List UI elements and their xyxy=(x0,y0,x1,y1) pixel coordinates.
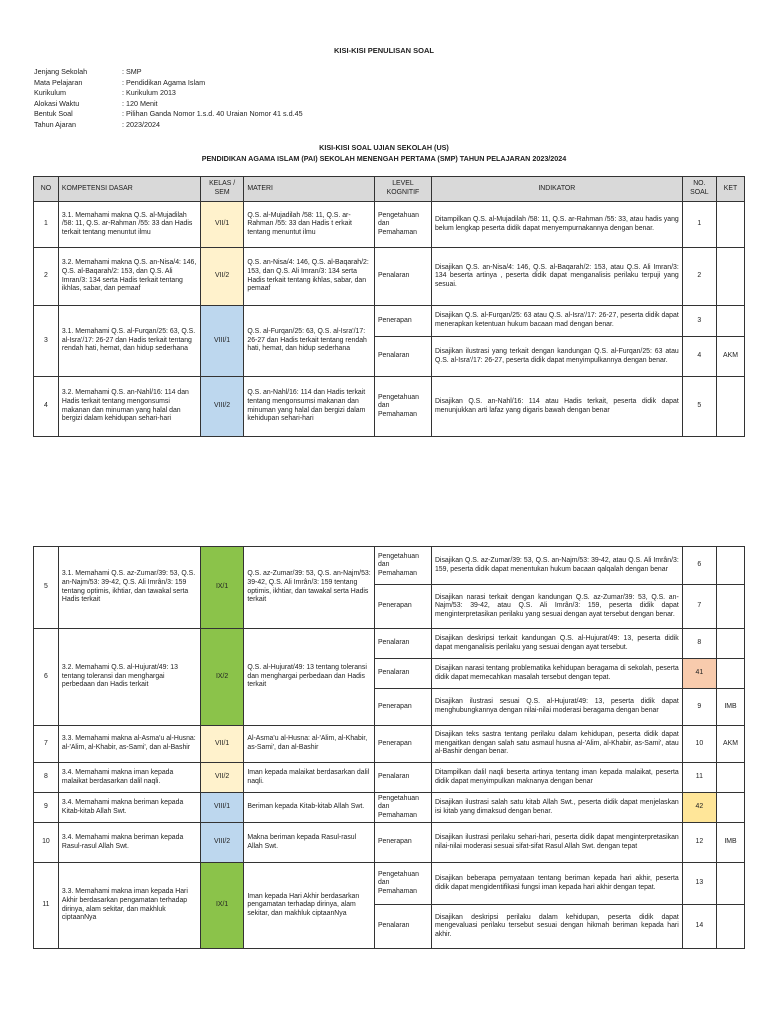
kelas-cell: VII/2 xyxy=(200,763,244,793)
kd-cell: 3.2. Memahami Q.S. an-Nahl/16: 114 dan Hadis terkait tentang mengonsumsi makanan dan minuman yang halal dan bergizi dalam kehidupan sehari-hari xyxy=(58,377,200,437)
indikator-cell: Disajikan narasi terkait dengan kandungan Q.S. az-Zumar/39: 53, Q.S. an-Najm/53: 39-42, atau Q.S. Ali Imrân/3: 159, peserta didik dapat menginterpretasikan perilaku yang sesuai dengan ayat tersebut dengan benar. xyxy=(431,585,682,629)
grid-table-page-1 xyxy=(33,176,745,437)
level-cell: Pengetahuan dan Pemahaman xyxy=(374,377,431,437)
kelas-cell: IX/1 xyxy=(200,547,244,629)
ket-cell xyxy=(716,248,744,306)
materi-cell: Q.S. az-Zumar/39: 53, Q.S. an-Najm/53: 39-42, Q.S. Ali Imrân/3: 159 tentang optimis, ikhtiar, dan tawakal serta Hadis terkait xyxy=(244,547,375,629)
row-no: 2 xyxy=(34,248,59,306)
row-no: 4 xyxy=(34,377,59,437)
header-no: NO xyxy=(34,177,59,202)
indikator-cell: Disajikan Q.S. an-Nisa/4: 146, Q.S. al-Baqarah/2: 153, atau Q.S. Ali Imran/3: 134 beserta artinya , peserta didik dapat menganalisis perilaku terpuji yang sesuai. xyxy=(431,248,682,306)
ket-cell xyxy=(716,793,744,823)
grid-table-page-2 xyxy=(33,546,745,949)
level-cell: Penalaran xyxy=(374,763,431,793)
no-soal-cell: 14 xyxy=(682,905,716,949)
indikator-cell: Disajikan deskripsi terkait kandungan Q.S. al-Hujurat/49: 13, peserta didik dapat menganalisis perilaku yang sesuai dengan ayat tersebut. xyxy=(431,629,682,659)
header-materi: MATERI xyxy=(244,177,375,202)
ket-cell xyxy=(716,659,744,689)
materi-cell: Makna beriman kepada Rasul-rasul Allah Swt. xyxy=(244,823,375,863)
kelas-cell: VII/1 xyxy=(200,202,244,248)
kelas-cell: VIII/1 xyxy=(200,306,244,377)
indikator-cell: Disajikan ilustrasi yang terkait dengan kandungan Q.S. al-Furqan/25: 63 atau Q.S. al-Isra'/17: 26-27, peserta didik dapat menyimpulkannya dengan benar. xyxy=(431,337,682,377)
indikator-cell: Disajikan Q.S. az-Zumar/39: 53, Q.S. an-Najm/53: 39-42, atau Q.S. Ali Imrân/3: 159, peserta didik dapat menentukan hukum bacaan qalqalah dengan benar xyxy=(431,547,682,585)
materi-cell: Q.S. al-Mujadilah /58: 11, Q.S. ar-Rahman /55: 33 dan Hadis t erkait tentang menuntut ilmu xyxy=(244,202,375,248)
table-row xyxy=(34,202,745,248)
indikator-cell: Disajikan narasi tentang problematika kehidupan beragama di sekolah, peserta didik dapat memecahkan masalah tersebut dengan tepat. xyxy=(431,659,682,689)
table-row xyxy=(34,629,745,659)
kd-cell: 3.3. Memahami makna iman kepada Hari Akhir berdasarkan pengamatan terhadap dirinya, alam sekitar, dan makhluk ciptaanNya xyxy=(58,863,200,949)
no-soal-cell: 9 xyxy=(682,689,716,726)
row-no: 10 xyxy=(34,823,59,863)
table-row xyxy=(34,863,745,905)
table-row xyxy=(34,377,745,437)
table-row xyxy=(34,547,745,585)
no-soal-cell: 11 xyxy=(682,763,716,793)
meta-row: Tahun Ajaran : 2023/2024 xyxy=(34,119,160,129)
indikator-cell: Disajikan ilustrasi salah satu kitab Allah Swt., peserta didik dapat menjelaskan isi kitab yang dimaksud dengan benar. xyxy=(431,793,682,823)
document-meta xyxy=(34,67,303,131)
no-soal-cell: 5 xyxy=(682,377,716,437)
table-row xyxy=(34,793,745,823)
no-soal-cell: 4 xyxy=(682,337,716,377)
indikator-cell: Disajikan Q.S. al-Furqan/25: 63 atau Q.S. al-Isra'/17: 26-27, peserta didik dapat menerapkan ketentuan hukum bacaan mad dengan benar. xyxy=(431,306,682,337)
materi-cell: Q.S. an-Nisa/4: 146, Q.S. al-Baqarah/2: 153, dan Q.S. Ali Imran/3: 134 serta Hadis terkait tentang ikhlas, sabar, dan pemaaf xyxy=(244,248,375,306)
kelas-cell: VIII/2 xyxy=(200,377,244,437)
meta-row: Kurikulum : Kurikulum 2013 xyxy=(34,88,176,98)
kelas-cell: IX/2 xyxy=(200,629,244,726)
meta-row: Bentuk Soal : Pilihan Ganda Nomor 1.s.d. 40 Uraian Nomor 41 s.d.45 xyxy=(34,109,303,119)
materi-cell: Q.S. an-Nahl/16: 114 dan Hadis terkait tentang mengonsumsi makanan dan minuman yang halal dan bergizi dalam kehidupan sehari-hari xyxy=(244,377,375,437)
ket-cell: IMB xyxy=(716,823,744,863)
indikator-cell: Ditampilkan dalil naqli beserta artinya tentang iman kepada malaikat, peserta didik dapat menyimpulkan maknanya dengan benar xyxy=(431,763,682,793)
row-no: 8 xyxy=(34,763,59,793)
indikator-cell: Ditampilkan Q.S. al-Mujadilah /58: 11, Q.S. ar-Rahman /55: 33, atau hadis yang belum lengkap peserta didik dapat menyempurnakannya dengan benar. xyxy=(431,202,682,248)
ket-cell xyxy=(716,202,744,248)
no-soal-cell: 42 xyxy=(682,793,716,823)
kelas-cell: VII/1 xyxy=(200,726,244,763)
row-no: 3 xyxy=(34,306,59,377)
kd-cell: 3.1. Memahami Q.S. al-Furqan/25: 63, Q.S. al-Isra'/17: 26-27 dan Hadis terkait tentang rendah hati, hemat, dan hidup sederhana xyxy=(58,306,200,377)
no-soal-cell: 6 xyxy=(682,547,716,585)
kelas-cell: VII/2 xyxy=(200,248,244,306)
indikator-cell: Disajikan Q.S. an-Nahl/16: 114 atau Hadis terkait, peserta didik dapat menunjukkan arti lafaz yang digaris bawah dengan benar xyxy=(431,377,682,437)
table-row xyxy=(34,726,745,763)
ket-cell xyxy=(716,629,744,659)
level-cell: Penalaran xyxy=(374,659,431,689)
kd-cell: 3.1. Memahami Q.S. az-Zumar/39: 53, Q.S. an-Najm/53: 39-42, Q.S. Ali Imrân/3: 159 tentang optimis, ikhtiar, dan tawakal serta Hadis terkait xyxy=(58,547,200,629)
level-cell: Penerapan xyxy=(374,585,431,629)
indikator-cell: Disajikan deskripsi perilaku dalam kehidupan, peserta didik dapat mengevaluasi perilaku tersebut sesuai dengan hikmah beriman kepada hari akhir. xyxy=(431,905,682,949)
row-no: 9 xyxy=(34,793,59,823)
level-cell: Penerapan xyxy=(374,823,431,863)
kd-cell: 3.2. Memahami Q.S. al-Hujurat/49: 13 tentang toleransi dan menghargai perbedaan dan Hadis terkait xyxy=(58,629,200,726)
no-soal-cell: 41 xyxy=(682,659,716,689)
header-kompetensi-dasar: KOMPETENSI DASAR xyxy=(58,177,200,202)
kelas-cell: VIII/1 xyxy=(200,793,244,823)
kd-cell: 3.4. Memahami makna beriman kepada Kitab-kitab Allah Swt. xyxy=(58,793,200,823)
level-cell: Penerapan xyxy=(374,689,431,726)
materi-cell: Iman kepada malaikat berdasarkan dalil naqli. xyxy=(244,763,375,793)
level-cell: Penerapan xyxy=(374,306,431,337)
subtitle-exam: KISI-KISI SOAL UJIAN SEKOLAH (US) xyxy=(319,143,449,152)
kd-cell: 3.4. Memahami makna iman kepada malaikat berdasarkan dalil naqli. xyxy=(58,763,200,793)
kd-cell: 3.1. Memahami makna Q.S. al-Mujadilah /58: 11, Q.S. ar-Rahman /55: 33 dan Hadis terkait tentang menuntut ilmu xyxy=(58,202,200,248)
no-soal-cell: 12 xyxy=(682,823,716,863)
row-no: 1 xyxy=(34,202,59,248)
kd-cell: 3.3. Memahami makna al-Asma'u al-Husna: al-'Alim, al-Khabir, as-Sami', dan al-Bashir xyxy=(58,726,200,763)
no-soal-cell: 7 xyxy=(682,585,716,629)
table-row xyxy=(34,306,745,337)
header-ket: KET xyxy=(716,177,744,202)
level-cell: Pengetahuan dan Pemahaman xyxy=(374,793,431,823)
header-no-soal: NO. SOAL xyxy=(682,177,716,202)
header-kelas: KELAS / SEM xyxy=(200,177,244,202)
ket-cell xyxy=(716,863,744,905)
materi-cell: Q.S. al-Hujurat/49: 13 tentang toleransi dan menghargai perbedaan dan Hadis terkait xyxy=(244,629,375,726)
no-soal-cell: 8 xyxy=(682,629,716,659)
materi-cell: Al-Asma'u al-Husna: al-'Alim, al-Khabir, as-Sami', dan al-Bashir xyxy=(244,726,375,763)
ket-cell xyxy=(716,377,744,437)
table-header-row xyxy=(34,177,745,202)
kd-cell: 3.4. Memahami makna beriman kepada Rasul-rasul Allah Swt. xyxy=(58,823,200,863)
indikator-cell: Disajikan ilustrasi perilaku sehari-hari, peserta didik dapat menginterpretasikan nilai-nilai moderasi sesuai sifat-sifat Rasul Allah Swt. dengan tepat xyxy=(431,823,682,863)
materi-cell: Q.S. al-Furqan/25: 63, Q.S. al-Isra'/17: 26-27 dan Hadis terkait tentang rendah hati, hemat, dan hidup sederhana xyxy=(244,306,375,377)
table-row xyxy=(34,823,745,863)
ket-cell: IMB xyxy=(716,689,744,726)
no-soal-cell: 13 xyxy=(682,863,716,905)
ket-cell: AKM xyxy=(716,337,744,377)
indikator-cell: Disajikan beberapa pernyataan tentang beriman kepada hari akhir, peserta didik dapat mengidentifikasi fungsi iman kepada hari akhir dengan tepat. xyxy=(431,863,682,905)
no-soal-cell: 10 xyxy=(682,726,716,763)
level-cell: Penalaran xyxy=(374,248,431,306)
ket-cell xyxy=(716,763,744,793)
row-no: 6 xyxy=(34,629,59,726)
materi-cell: Iman kepada Hari Akhir berdasarkan pengamatan terhadap dirinya, alam sekitar, dan makhluk ciptaanNya xyxy=(244,863,375,949)
header-level: LEVEL KOGNITIF xyxy=(374,177,431,202)
level-cell: Penalaran xyxy=(374,629,431,659)
ket-cell xyxy=(716,585,744,629)
level-cell: Penerapan xyxy=(374,726,431,763)
indikator-cell: Disajikan teks sastra tentang perilaku dalam kehidupan, peserta didik dapat mengaitkan dengan salah satu asmaul husna al-'Alim, al-Khabir, as-Sami', atau al-Bashir dengan benar. xyxy=(431,726,682,763)
kelas-cell: IX/1 xyxy=(200,863,244,949)
level-cell: Penalaran xyxy=(374,337,431,377)
table-row xyxy=(34,248,745,306)
meta-row: Alokasi Waktu : 120 Menit xyxy=(34,98,158,108)
no-soal-cell: 1 xyxy=(682,202,716,248)
kelas-cell: VIII/2 xyxy=(200,823,244,863)
meta-row: Jenjang Sekolah : SMP xyxy=(34,67,142,76)
row-no: 5 xyxy=(34,547,59,629)
ket-cell: AKM xyxy=(716,726,744,763)
ket-cell xyxy=(716,547,744,585)
table-row xyxy=(34,763,745,793)
level-cell: Pengetahuan dan Pemahaman xyxy=(374,863,431,905)
ket-cell xyxy=(716,905,744,949)
kd-cell: 3.2. Memahami makna Q.S. an-Nisa/4: 146, Q.S. al-Baqarah/2: 153, dan Q.S. Ali Imran/3: 134 serta Hadis terkait tentang ikhlas, sabar, dan pemaaf xyxy=(58,248,200,306)
document-title: KISI-KISI PENULISAN SOAL xyxy=(333,46,434,55)
row-no: 7 xyxy=(34,726,59,763)
ket-cell xyxy=(716,306,744,337)
no-soal-cell: 2 xyxy=(682,248,716,306)
level-cell: Penalaran xyxy=(374,905,431,949)
row-no: 11 xyxy=(34,863,59,949)
indikator-cell: Disajikan ilustrasi sesuai Q.S. al-Hujurat/49: 13, peserta didik dapat menghubungkannya dengan nilai-nilai moderasi beragama dengan benar xyxy=(431,689,682,726)
level-cell: Pengetahuan dan Pemahaman xyxy=(374,202,431,248)
meta-row: Mata Pelajaran : Pendidikan Agama Islam xyxy=(34,77,206,87)
materi-cell: Beriman kepada Kitab-kitab Allah Swt. xyxy=(244,793,375,823)
level-cell: Pengetahuan dan Pemahaman xyxy=(374,547,431,585)
no-soal-cell: 3 xyxy=(682,306,716,337)
subtitle-subject: PENDIDIKAN AGAMA ISLAM (PAI) SEKOLAH MENENGAH PERTAMA (SMP) TAHUN PELAJARAN 2023/2024 xyxy=(201,154,567,163)
header-indikator: INDIKATOR xyxy=(431,177,682,202)
